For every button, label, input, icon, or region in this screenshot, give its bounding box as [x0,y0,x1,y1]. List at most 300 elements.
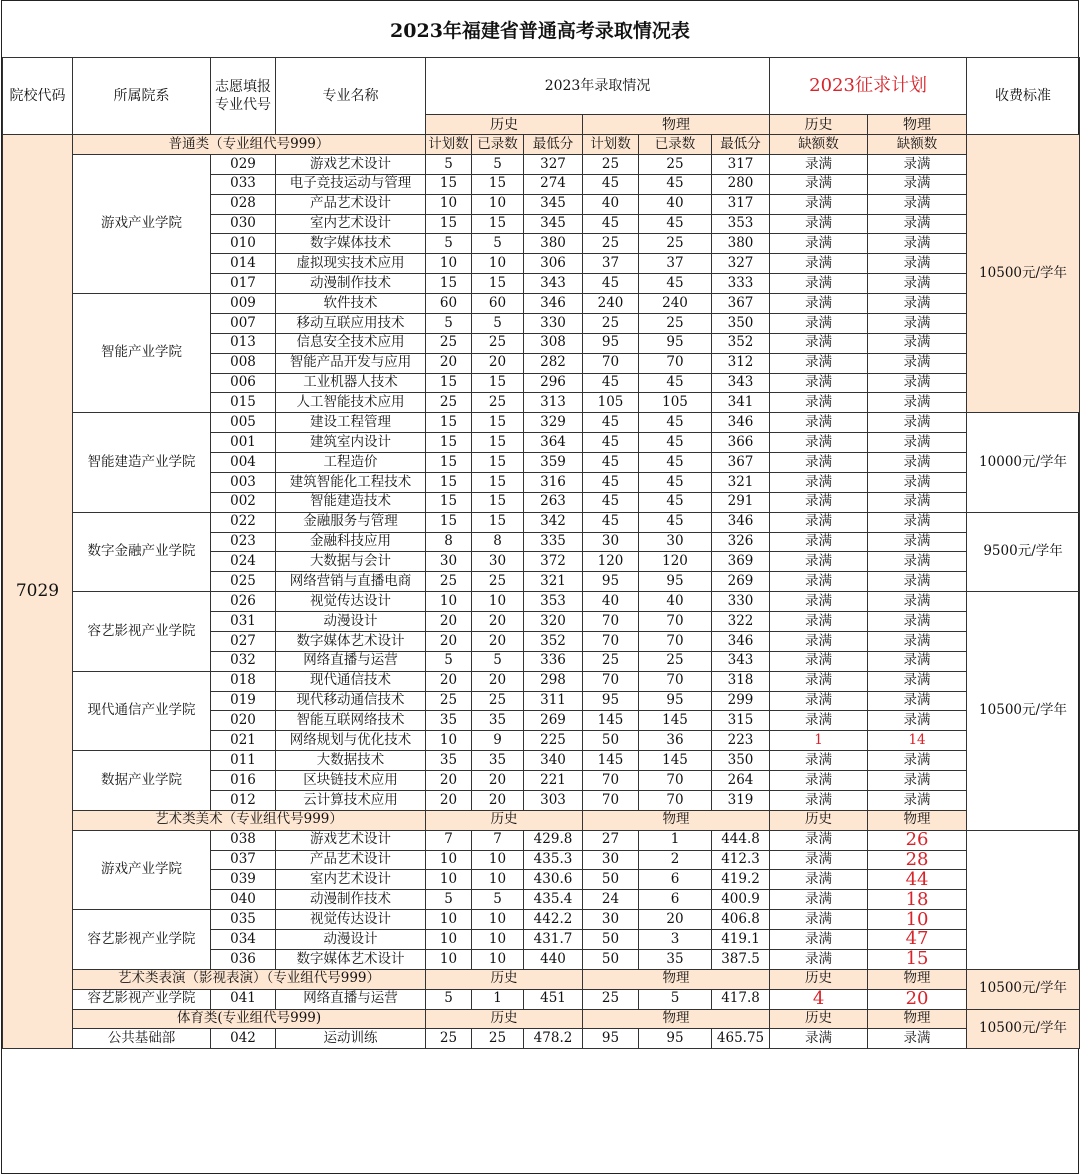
fee-standard: 10000元/学年 [967,413,1080,512]
shortfall-history: 录满 [770,333,868,353]
major: 室内艺术设计 [276,214,426,234]
major: 动漫制作技术 [276,890,426,910]
history-planned: 10 [426,930,472,950]
history-planned: 35 [426,711,472,731]
major: 人工智能技术应用 [276,393,426,413]
group-code: 027 [211,631,276,651]
physics-min-score: 317 [712,194,770,214]
history-admitted: 10 [472,194,524,214]
history-planned: 10 [426,592,472,612]
history-planned: 15 [426,433,472,453]
physics-min-score: 350 [712,313,770,333]
physics-admitted: 25 [639,313,712,333]
history-admitted: 5 [472,890,524,910]
history-min-score: 327 [524,154,583,174]
shortfall-history: 录满 [770,612,868,632]
history-min-score: 306 [524,254,583,274]
history-planned: 20 [426,771,472,791]
physics-planned: 50 [583,930,639,950]
history-admitted: 10 [472,930,524,950]
major: 网络直播与运营 [276,989,426,1009]
history-planned: 20 [426,353,472,373]
group-code: 001 [211,433,276,453]
physics-min-score: 291 [712,492,770,512]
history-planned: 15 [426,274,472,294]
group-code: 021 [211,731,276,751]
section-title: 普通类（专业组代号999） [73,135,426,155]
col-planned: 计划数 [583,135,639,155]
physics-min-score: 465.75 [712,1029,770,1049]
physics-min-score: 330 [712,592,770,612]
shortfall-physics: 录满 [868,234,967,254]
fee-standard: 10500元/学年 [967,1009,1080,1049]
history-admitted: 30 [472,552,524,572]
major: 游戏艺术设计 [276,154,426,174]
physics-min-score: 352 [712,333,770,353]
group-code: 029 [211,154,276,174]
history-admitted: 25 [472,691,524,711]
major: 视觉传达设计 [276,592,426,612]
group-code: 038 [211,830,276,850]
physics-admitted: 3 [639,930,712,950]
physics-admitted: 70 [639,790,712,810]
group-code: 015 [211,393,276,413]
physics-planned: 40 [583,194,639,214]
history-min-score: 329 [524,413,583,433]
group-code: 004 [211,453,276,473]
shortfall-physics: 录满 [868,532,967,552]
group-code: 017 [211,274,276,294]
physics-min-score: 343 [712,651,770,671]
physics-min-score: 341 [712,393,770,413]
history-admitted: 10 [472,254,524,274]
physics-admitted: 45 [639,274,712,294]
table-row [3,1029,1080,1049]
major: 信息安全技术应用 [276,333,426,353]
header-department: 所属院系 [73,58,211,135]
admissions-table [2,57,1080,1049]
physics-admitted: 45 [639,433,712,453]
major: 软件技术 [276,294,426,314]
table-row [3,413,1080,433]
group-code: 014 [211,254,276,274]
history-min-score: 298 [524,671,583,691]
blank-footer-area [2,1062,1078,1174]
history-admitted: 25 [472,572,524,592]
history-planned: 15 [426,174,472,194]
history-min-score: 429.8 [524,830,583,850]
history-planned: 15 [426,373,472,393]
history-min-score: 435.4 [524,890,583,910]
col-history: 历史 [426,1009,583,1029]
shortfall-history: 录满 [770,711,868,731]
section-title: 艺术类美术（专业组代号999） [73,810,426,830]
major: 建筑室内设计 [276,433,426,453]
history-min-score: 451 [524,989,583,1009]
physics-min-score: 343 [712,373,770,393]
shortfall-physics: 录满 [868,214,967,234]
physics-min-score: 412.3 [712,850,770,870]
history-planned: 10 [426,850,472,870]
physics-planned: 25 [583,154,639,174]
shortfall-physics: 录满 [868,413,967,433]
shortfall-physics: 10 [868,910,967,930]
history-admitted: 15 [472,472,524,492]
group-code: 028 [211,194,276,214]
history-admitted: 20 [472,353,524,373]
physics-min-score: 312 [712,353,770,373]
shortfall-physics: 录满 [868,612,967,632]
history-min-score: 352 [524,631,583,651]
history-min-score: 478.2 [524,1029,583,1049]
table-row [3,512,1080,532]
shortfall-history: 录满 [770,492,868,512]
shortfall-history: 录满 [770,552,868,572]
shortfall-physics: 18 [868,890,967,910]
history-min-score: 430.6 [524,870,583,890]
shortfall-history: 录满 [770,313,868,333]
physics-planned: 120 [583,552,639,572]
major: 大数据与会计 [276,552,426,572]
group-code: 031 [211,612,276,632]
shortfall-physics: 录满 [868,552,967,572]
history-admitted: 15 [472,453,524,473]
major: 动漫制作技术 [276,274,426,294]
physics-admitted: 35 [639,949,712,969]
history-min-score: 221 [524,771,583,791]
physics-min-score: 387.5 [712,949,770,969]
header-major: 专业名称 [276,58,426,135]
history-min-score: 274 [524,174,583,194]
col-min-score: 最低分 [712,135,770,155]
history-admitted: 10 [472,870,524,890]
physics-planned: 30 [583,532,639,552]
group-code: 036 [211,949,276,969]
section-header-row [3,1009,1080,1029]
major: 现代通信技术 [276,671,426,691]
shortfall-history: 录满 [770,949,868,969]
col-physics: 物理 [583,1009,770,1029]
history-admitted: 20 [472,771,524,791]
physics-admitted: 70 [639,771,712,791]
physics-planned: 25 [583,651,639,671]
history-min-score: 380 [524,234,583,254]
physics-planned: 37 [583,254,639,274]
shortfall-history: 录满 [770,592,868,612]
history-admitted: 15 [472,492,524,512]
major: 工业机器人技术 [276,373,426,393]
shortfall-history: 录满 [770,413,868,433]
group-code: 019 [211,691,276,711]
physics-planned: 95 [583,333,639,353]
physics-planned: 45 [583,453,639,473]
section-header-row [3,969,1080,989]
history-min-score: 431.7 [524,930,583,950]
history-admitted: 10 [472,850,524,870]
history-min-score: 320 [524,612,583,632]
shortfall-physics: 录满 [868,433,967,453]
department-name: 数字金融产业学院 [73,512,211,592]
table-row [3,592,1080,612]
history-admitted: 20 [472,612,524,632]
history-admitted: 5 [472,651,524,671]
fee-standard: 9500元/学年 [967,512,1080,592]
physics-planned: 50 [583,731,639,751]
department-name: 数据产业学院 [73,751,211,811]
fee-standard: 10500元/学年 [967,969,1080,1009]
shortfall-physics: 录满 [868,353,967,373]
group-code: 025 [211,572,276,592]
major: 网络直播与运营 [276,651,426,671]
physics-planned: 30 [583,850,639,870]
physics-planned: 70 [583,790,639,810]
department-name: 公共基础部 [73,1029,211,1049]
physics-min-score: 419.1 [712,930,770,950]
physics-min-score: 223 [712,731,770,751]
physics-min-score: 269 [712,572,770,592]
physics-min-score: 326 [712,532,770,552]
group-code: 041 [211,989,276,1009]
shortfall-history: 录满 [770,930,868,950]
shortfall-history: 录满 [770,910,868,930]
physics-min-score: 319 [712,790,770,810]
physics-min-score: 406.8 [712,910,770,930]
group-code: 006 [211,373,276,393]
shortfall-history: 录满 [770,433,868,453]
history-planned: 15 [426,472,472,492]
physics-admitted: 20 [639,910,712,930]
history-admitted: 15 [472,433,524,453]
history-planned: 15 [426,512,472,532]
physics-admitted: 30 [639,532,712,552]
history-admitted: 35 [472,711,524,731]
major: 产品艺术设计 [276,850,426,870]
physics-min-score: 417.8 [712,989,770,1009]
physics-admitted: 5 [639,989,712,1009]
header-physics: 物理 [583,115,770,135]
history-min-score: 316 [524,472,583,492]
department-name: 容艺影视产业学院 [73,910,211,970]
history-admitted: 8 [472,532,524,552]
shortfall-history: 录满 [770,890,868,910]
major: 室内艺术设计 [276,870,426,890]
shortfall-physics: 录满 [868,313,967,333]
section-header-row [3,135,1080,155]
history-admitted: 15 [472,373,524,393]
history-min-score: 345 [524,214,583,234]
group-code: 034 [211,930,276,950]
shortfall-history: 录满 [770,194,868,214]
group-code: 002 [211,492,276,512]
group-code: 012 [211,790,276,810]
physics-admitted: 25 [639,154,712,174]
shortfall-physics: 录满 [868,771,967,791]
major: 视觉传达设计 [276,910,426,930]
group-code: 010 [211,234,276,254]
history-admitted: 15 [472,413,524,433]
group-code: 009 [211,294,276,314]
header-plan-history: 历史 [770,115,868,135]
major: 动漫设计 [276,612,426,632]
physics-admitted: 1 [639,830,712,850]
history-planned: 10 [426,731,472,751]
physics-min-score: 346 [712,512,770,532]
history-admitted: 5 [472,234,524,254]
group-code: 040 [211,890,276,910]
physics-min-score: 321 [712,472,770,492]
physics-min-score: 333 [712,274,770,294]
physics-planned: 45 [583,413,639,433]
col-admitted: 已录数 [639,135,712,155]
history-admitted: 20 [472,790,524,810]
group-code: 039 [211,870,276,890]
physics-planned: 25 [583,313,639,333]
history-admitted: 25 [472,393,524,413]
shortfall-physics: 录满 [868,373,967,393]
col-physics: 物理 [583,810,770,830]
history-min-score: 296 [524,373,583,393]
physics-planned: 45 [583,373,639,393]
group-code: 008 [211,353,276,373]
history-admitted: 10 [472,592,524,612]
history-planned: 5 [426,154,472,174]
history-admitted: 15 [472,174,524,194]
group-code: 033 [211,174,276,194]
shortfall-physics: 录满 [868,254,967,274]
col-shortfall-history: 缺额数 [770,135,868,155]
history-planned: 10 [426,910,472,930]
history-admitted: 7 [472,830,524,850]
history-min-score: 343 [524,274,583,294]
history-min-score: 353 [524,592,583,612]
shortfall-physics: 录满 [868,711,967,731]
physics-admitted: 37 [639,254,712,274]
history-admitted: 60 [472,294,524,314]
shortfall-physics: 录满 [868,751,967,771]
col-physics: 物理 [583,969,770,989]
shortfall-history: 录满 [770,572,868,592]
shortfall-physics: 录满 [868,472,967,492]
physics-planned: 45 [583,214,639,234]
physics-admitted: 6 [639,890,712,910]
history-planned: 25 [426,572,472,592]
group-code: 022 [211,512,276,532]
major: 建筑智能化工程技术 [276,472,426,492]
major: 现代移动通信技术 [276,691,426,711]
history-planned: 25 [426,393,472,413]
physics-planned: 70 [583,612,639,632]
physics-planned: 24 [583,890,639,910]
department-name: 容艺影视产业学院 [73,592,211,672]
major: 大数据技术 [276,751,426,771]
physics-planned: 70 [583,631,639,651]
shortfall-history: 录满 [770,453,868,473]
physics-planned: 95 [583,572,639,592]
physics-min-score: 280 [712,174,770,194]
major: 网络营销与直播电商 [276,572,426,592]
history-admitted: 35 [472,751,524,771]
col-admitted: 已录数 [472,135,524,155]
shortfall-physics: 录满 [868,154,967,174]
history-min-score: 282 [524,353,583,373]
history-planned: 25 [426,1029,472,1049]
shortfall-physics: 录满 [868,1029,967,1049]
header-fee: 收费标准 [967,58,1080,135]
col-planned: 计划数 [426,135,472,155]
physics-admitted: 70 [639,353,712,373]
history-planned: 20 [426,671,472,691]
shortfall-history: 录满 [770,174,868,194]
history-planned: 20 [426,612,472,632]
history-planned: 7 [426,830,472,850]
major: 游戏艺术设计 [276,830,426,850]
department-name: 游戏产业学院 [73,154,211,293]
history-admitted: 5 [472,154,524,174]
history-planned: 10 [426,194,472,214]
shortfall-physics: 15 [868,949,967,969]
group-code: 018 [211,671,276,691]
physics-planned: 40 [583,592,639,612]
table-row [3,154,1080,174]
shortfall-physics: 录满 [868,333,967,353]
col-plan-history: 历史 [770,1009,868,1029]
table-row [3,671,1080,691]
history-admitted: 20 [472,671,524,691]
col-history: 历史 [426,969,583,989]
col-plan-physics: 物理 [868,810,967,830]
shortfall-physics: 14 [868,731,967,751]
shortfall-physics: 录满 [868,174,967,194]
table-row [3,294,1080,314]
major: 金融科技应用 [276,532,426,552]
header-supplementary-plan: 2023征求计划 [770,58,967,115]
fee-standard: 10500元/学年 [967,592,1080,831]
history-min-score: 340 [524,751,583,771]
admission-sheet [1,0,1079,1174]
physics-admitted: 45 [639,174,712,194]
table-row [3,751,1080,771]
physics-admitted: 2 [639,850,712,870]
physics-planned: 25 [583,234,639,254]
physics-admitted: 45 [639,492,712,512]
col-min-score: 最低分 [524,135,583,155]
physics-min-score: 419.2 [712,870,770,890]
department-name: 智能产业学院 [73,294,211,413]
shortfall-physics: 录满 [868,572,967,592]
history-min-score: 335 [524,532,583,552]
physics-min-score: 353 [712,214,770,234]
history-planned: 15 [426,413,472,433]
table-row [3,910,1080,930]
physics-planned: 30 [583,910,639,930]
history-admitted: 25 [472,1029,524,1049]
history-planned: 5 [426,651,472,671]
shortfall-history: 录满 [770,751,868,771]
physics-admitted: 40 [639,592,712,612]
physics-planned: 45 [583,433,639,453]
shortfall-history: 录满 [770,472,868,492]
history-planned: 15 [426,492,472,512]
physics-min-score: 444.8 [712,830,770,850]
history-min-score: 342 [524,512,583,532]
shortfall-physics: 44 [868,870,967,890]
shortfall-history: 录满 [770,373,868,393]
physics-min-score: 380 [712,234,770,254]
physics-admitted: 45 [639,413,712,433]
header-plan-physics: 物理 [868,115,967,135]
history-admitted: 25 [472,333,524,353]
shortfall-physics: 47 [868,930,967,950]
